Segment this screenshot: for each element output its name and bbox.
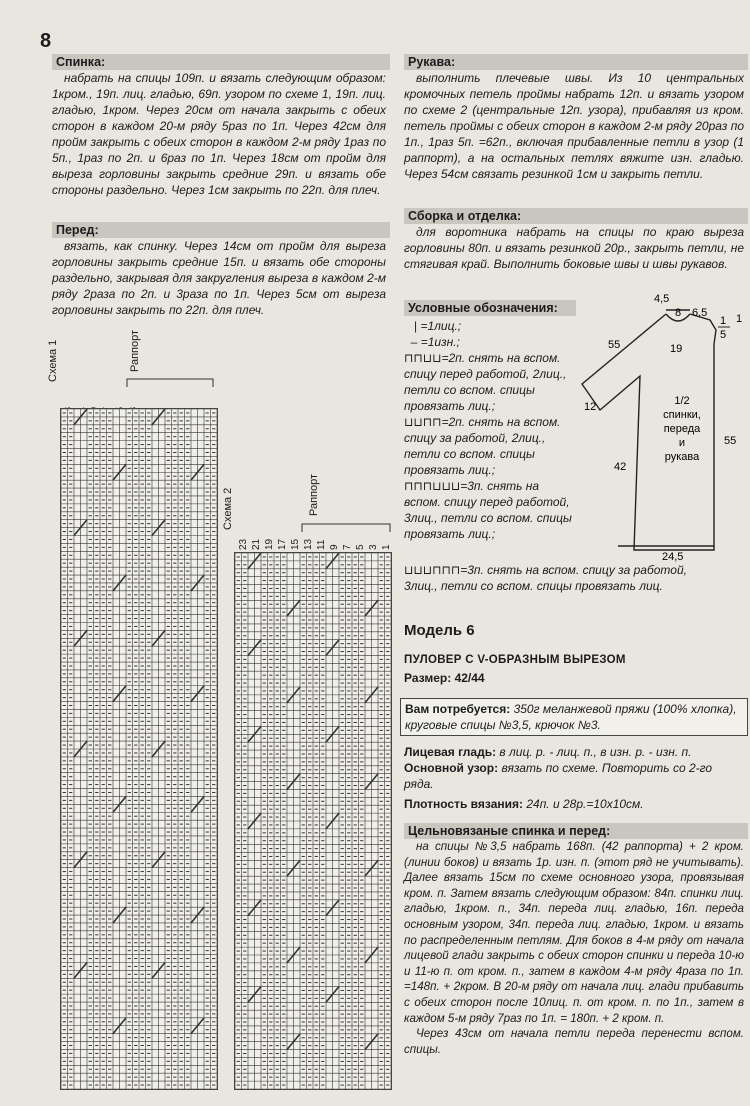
legend-text: =3п. снять на вспом. спицу перед работой, 3лиц., петли со вспом. спицы провязать лиц.; [404,479,572,541]
s1-num: 21 [76,406,87,418]
dim-cuff: 12 [584,401,597,413]
materials-box [400,698,748,736]
front-text: вязать, как спинку. Через 14см от пройм для выреза горловины закрыть средние 15п. и вязать обе стороны раздельно, закрывая для закругления выреза в каждом 2-м ряду 2раза по 2п. и 3раза по 1п. Через 5см от выреза горловины закрыть по 22п. для плеч. [52,239,386,317]
scheme2-rapport-label: Раппорт [308,473,320,516]
stocking-stitch-line [404,744,744,760]
dim-armhole: 19 [670,343,683,355]
s1-num: 15 [115,406,126,418]
cable-3-back-symbol: ⊔⊔⊔⊓⊓⊓ [404,563,461,577]
section-title-assembly: Сборка и отделка: [404,208,748,224]
s1-num: 23 [63,406,74,418]
legend-item-purl [404,334,576,350]
dim-neck-drop: 4,5 [654,293,670,305]
s1-num: 9 [154,412,165,418]
s1-num: 17 [102,406,113,418]
back-text: набрать на спицы 109п. и вязать следующим образом: 1кром., 19п. лиц. гладью, 69п. узором по схеме 1, 19п. лиц. гладью, 1кром. Через 20см от начала закрыть с обеих сторон в каждом 20-м ряду 5раз по 1п. Через 42см для пройм закрыть с обеих сторон в каждом 2-м ряду 1раз по 5п., 1раз по 2п. и 6раз по 1п. Через 18см от пройм для выреза горловины закрыть средние 29п. и вязать обе стороны раздельно. Через 1см закрыть по 22п. для плеч. [52,71,386,197]
s1-num: 19 [89,406,100,418]
center-label-line: спинки, [663,409,701,421]
assembly-instructions [404,224,744,272]
s2-num: 21 [251,538,262,550]
body-text: на спицы №3,5 набрать 168п. (42 раппорта) + 2 кром. (линии боков) и вязать 1р. изн. п. (этот ряд не учитывать). Далее вязать 15см по схеме основного узора, провязывая кром. п. Затем вязать следующим образом: 84п. спинки лиц. гладью, 1кром. п., 34п. переда лиц. гладью, 16п. переда основным узором, 34п. переда лиц. гладью, 1кром. и вязать по распределенным петлям. Для боков в 4-м ряду от начала лицевой глади закрыть с обеих сторон спинки и переда 10-ю и 11-ю п. от кром. п., затем в каждом 4-м ряду 4раза по 1п. =148п. + 2кром. В 20-м ряду от начала лиц. глади прибавить с обеих сторон после 10лиц. п. от кром. п. по 1п., затем в каждом 5-м ряду 7раз по 1п. = 180п. + 2 кром. п. [404,840,744,1025]
main-pattern-line [404,760,744,792]
sleeves-text: выполнить плечевые швы. Из 10 центральных кромочных петель проймы набрать 12п. и вязать узором по схеме 2 (центральные 12п. узора), прибавляя из кром. петель проймы с обеих сторон в каждом 2-м ряду 20раз по 1п., 1раз 5п. =62п., включая прибавленные петли в узор (1 раппорт), а на остальных петлях вяжите изн. гладью. Через 54см связать резинкой 1см и закрыть петли. [404,71,744,181]
legend-text: =1лиц.; [420,319,462,333]
dim-bottom-width: 24,5 [662,551,684,563]
s1-num: 3 [193,412,204,418]
dim-neck-width: 8 [675,307,682,319]
legend-text: =1изн.; [420,335,460,349]
legend-title: Условные обозначения: [404,300,576,316]
legend-item-cable-2-back [404,414,576,478]
assembly-text: для воротника набрать на спицы по краю выреза горловины 80п. и вязать резинкой 20р., закрыть петли, не стягивая край. Выполнить боковые швы и швы рукавов. [404,225,744,271]
legend-item-cable-3-front [404,478,576,542]
legend-text: =3п. снять на вспом. спицу за работой, 3лиц., петли со вспом. спицы провязать лиц. [404,563,687,593]
size-label: Размер: [404,671,452,685]
s2-num: 19 [264,538,275,550]
dim-shoulder: 6,5 [692,307,708,319]
s2-num: 23 [238,538,249,550]
scheme1-rapport-bracket [125,375,215,389]
center-label-line: рукава [664,451,700,463]
center-label-line: переда [663,423,701,435]
main-pattern-text: вязать по схеме. Повторить со 2-го ряда. [404,761,713,791]
section-title-front: Перед: [52,222,390,238]
legend-item-cable-2-front [404,350,576,414]
stocking-text: в лиц. р. - лиц. п., в изн. р. - изн. п. [499,745,692,759]
s2-num: 9 [329,544,340,550]
legend-text: =2п. снять на вспом. спицу за работой, 2лиц., петли со вспом. спицы провязать лиц.; [404,415,561,477]
s2-num: 15 [290,538,301,550]
size-line [404,671,485,685]
front-instructions [52,238,386,318]
dim-frac-top: 1 [720,315,727,327]
cable-2-front-symbol: ⊓⊓⊔⊔ [404,351,442,365]
s1-num: 11 [141,407,152,418]
s1-num: 13 [128,406,139,418]
section-title-sleeves: Рукава: [404,54,748,70]
scheme1-chart [60,408,218,1090]
section-title-back: Спинка: [52,54,390,70]
s1-num: 5 [180,412,191,418]
knit-symbol: | [404,319,421,333]
garment-pattern-diagram [578,292,746,564]
body-text-2: Через 43см от начала петли переда перенести вспом. спицы. [404,1027,744,1056]
dim-sleeve-length: 55 [608,339,621,351]
s2-num: 17 [277,538,288,550]
legend [404,318,576,542]
density-label: Плотность вязания: [404,797,524,811]
size-value: 42/44 [454,671,485,685]
s2-num: 5 [355,544,366,550]
sleeves-instructions [404,70,744,182]
materials-label: Вам потребуется: [405,702,511,716]
scheme2-label: Схема 2 [222,487,234,530]
technique-block [404,744,744,812]
center-label-line: 1/2 [674,395,690,407]
s2-num: 7 [342,544,353,550]
scheme2-chart [234,552,392,1090]
legend-item-cable-3-back [404,562,704,594]
purl-symbol: – [404,335,421,349]
model-title: Модель 6 [404,622,475,639]
legend-item-knit [404,318,576,334]
stocking-label: Лицевая гладь: [404,745,497,759]
s2-num: 3 [368,544,379,550]
model-subtitle: ПУЛОВЕР С V-ОБРАЗНЫМ ВЫРЕЗОМ [404,654,626,666]
materials-text: 350г меланжевой пряжи (100% хлопка), круговые спицы №3,5, крючок №3. [405,702,737,732]
scheme1-rapport-label: Раппорт [129,329,141,372]
cable-3-front-symbol: ⊓⊓⊓⊔⊔⊔ [404,479,461,493]
dim-frac-right: 1 [736,313,743,325]
density-line [404,796,744,812]
cable-2-back-symbol: ⊔⊔⊓⊓ [404,415,442,429]
s2-num: 11 [316,539,327,550]
back-instructions [52,70,386,198]
s2-num: 1 [381,544,392,550]
s2-num: 13 [303,538,314,550]
legend-text: =2п. снять на вспом. спицу перед работой, 2лиц., петли со вспом. спицы провязать лиц.; [404,351,567,413]
s1-num: 1 [206,412,217,418]
density-text: 24п. и 28р.=10х10см. [526,797,644,811]
scheme1-label: Схема 1 [47,339,59,382]
center-label [663,395,701,463]
dim-total-length: 55 [724,435,737,447]
section-title-body: Цельновязаные спинка и перед: [404,823,748,839]
dim-side-length: 42 [614,461,627,473]
dim-frac-bottom: 5 [720,329,727,341]
s1-num: 7 [167,412,178,418]
page-number: 8 [40,30,52,52]
body-instructions [404,839,744,1057]
center-label-line: и [678,437,686,449]
main-pattern-label: Основной узор: [404,761,499,775]
scheme2-col-numbers [236,532,396,548]
